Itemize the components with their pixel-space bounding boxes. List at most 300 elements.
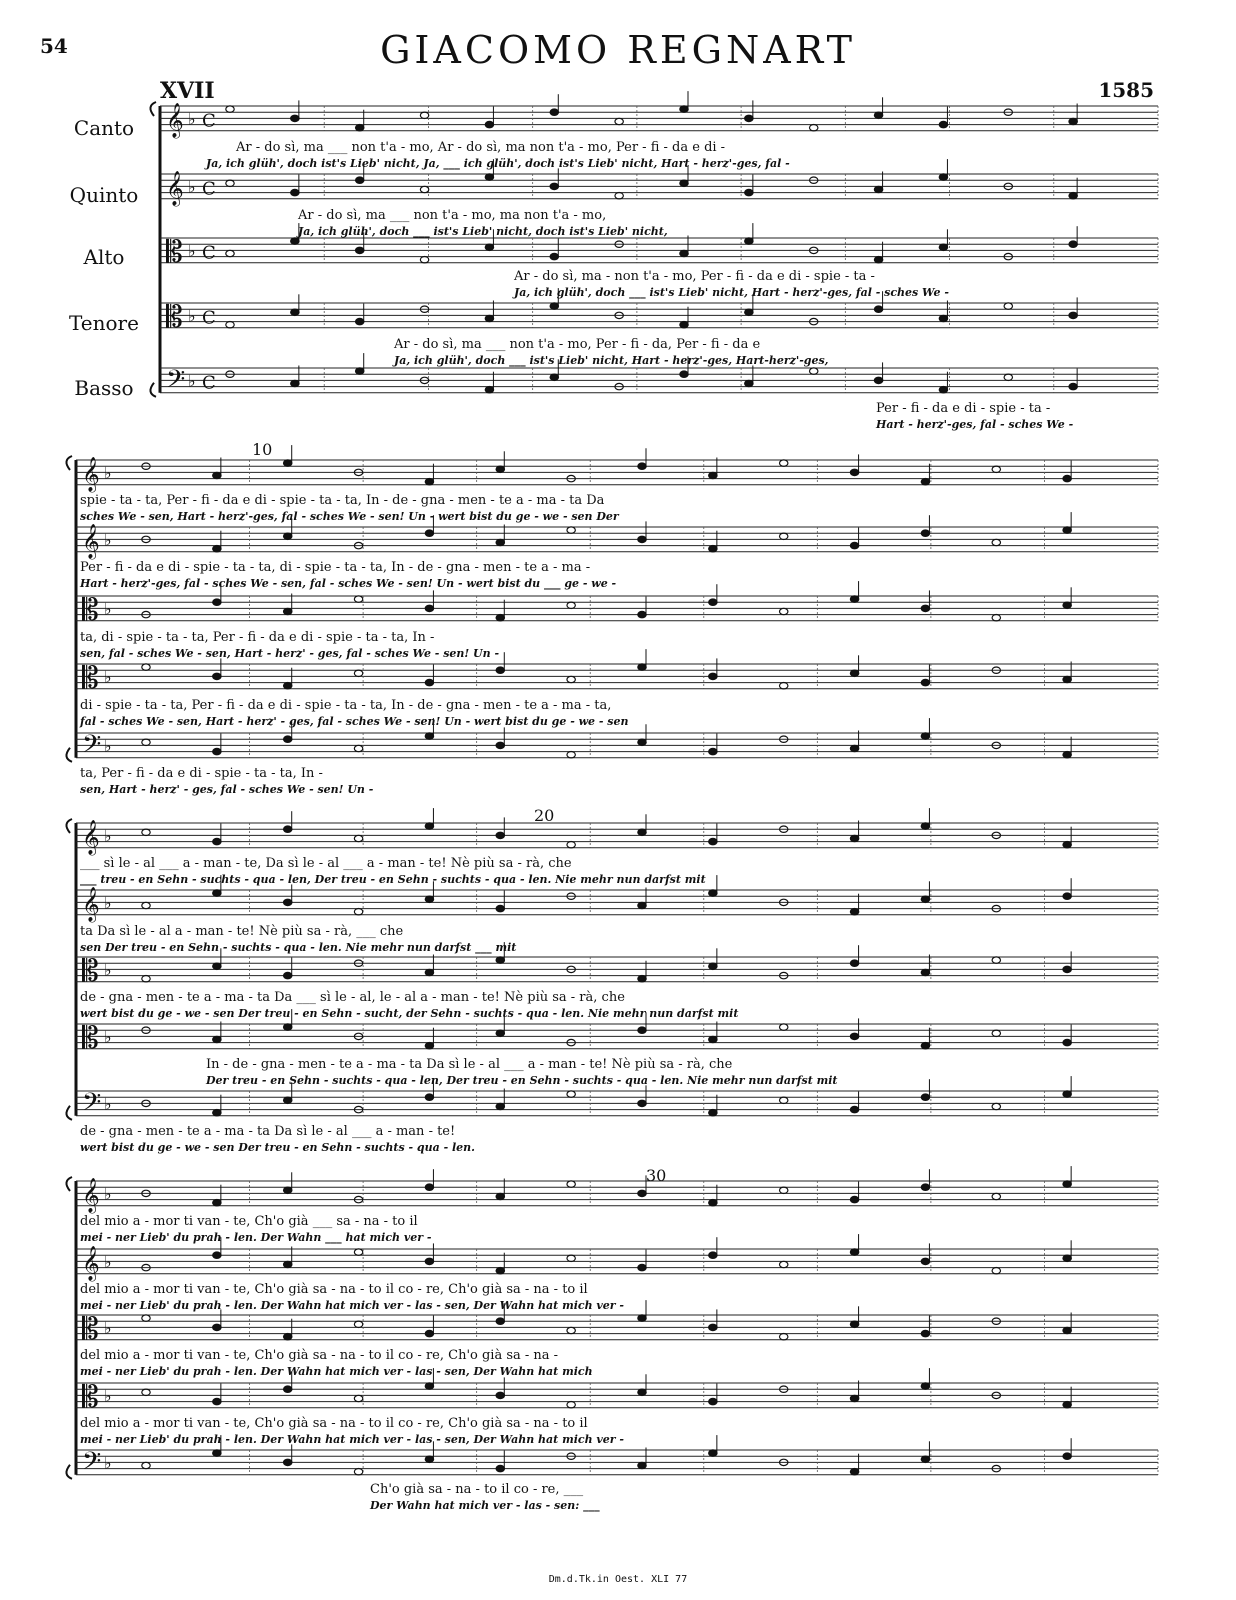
flat-icon: ♭ <box>104 667 112 687</box>
note-head <box>850 1321 858 1327</box>
note-head <box>638 1027 646 1033</box>
note-head <box>420 112 428 118</box>
note-head <box>921 1383 929 1389</box>
note-head <box>567 1255 575 1261</box>
flat-icon: ♭ <box>104 1386 112 1406</box>
lyric-tenore-it: Ar - do sì, ma ___ non t'a - mo, Per - fi - da, Per - fi - da e <box>394 337 761 352</box>
note-head <box>213 963 221 969</box>
note-head <box>939 315 947 321</box>
lyric-line <box>0 1141 1236 1159</box>
note-head <box>226 106 234 112</box>
note-head <box>550 253 558 259</box>
note-head <box>680 322 688 328</box>
lyric-quinto-de: Ja, ich glüh', doch ___ ist's Lieb' nicht, doch ist's Lieb' nicht, <box>298 225 668 238</box>
voice-label-alto: Alto <box>83 245 125 269</box>
lyric-alto-de: sen, fal - sches We - sen, Hart - herz' - ges, fal - sches We - sen! Un - <box>80 647 500 660</box>
system-brace <box>66 456 72 470</box>
voice-label-quinto: Quinto <box>69 183 139 207</box>
note-head <box>709 1324 717 1330</box>
note-head <box>213 1398 221 1404</box>
note-head <box>921 1094 929 1100</box>
lyric-line <box>0 941 1236 959</box>
note-head <box>921 733 929 739</box>
note-head <box>496 1318 504 1324</box>
note-head <box>354 670 362 676</box>
clef-icon: 𝄡 <box>166 234 183 270</box>
note-head <box>680 250 688 256</box>
note-head <box>567 1402 575 1408</box>
note-head <box>356 177 364 183</box>
note-head <box>1063 1181 1071 1187</box>
note-head <box>638 902 646 908</box>
note-head <box>496 615 504 621</box>
note-head <box>213 1110 221 1116</box>
note-head <box>284 1459 292 1465</box>
note-head <box>921 1258 929 1264</box>
note-head <box>1063 1327 1071 1333</box>
system-brace <box>150 102 156 116</box>
clef-icon: 𝄞 <box>82 456 100 492</box>
note-head <box>291 189 299 195</box>
note-head <box>291 380 299 386</box>
lyric-line <box>0 401 1236 419</box>
note-head <box>142 739 150 745</box>
note-head <box>850 1106 858 1112</box>
lyric-line <box>0 1416 1236 1434</box>
note-head <box>1063 676 1071 682</box>
lyric-line <box>0 924 1236 942</box>
clef-icon: 𝄞 <box>166 102 184 138</box>
note-head <box>356 247 364 253</box>
note-head <box>992 1103 1000 1109</box>
note-head <box>780 1334 788 1340</box>
note-head <box>638 1100 646 1106</box>
lyric-line <box>0 418 1236 436</box>
note-head <box>745 189 753 195</box>
note-head <box>921 896 929 902</box>
note-head <box>745 380 753 386</box>
note-head <box>638 739 646 745</box>
flat-icon: ♭ <box>104 1027 112 1047</box>
note-head <box>709 838 717 844</box>
lyric-canto-it: spie - ta - ta, Per - fi - da e di - spie - ta - ta, In - de - gna - men - te a - ma - ta Da <box>80 493 605 508</box>
note-head <box>638 1190 646 1196</box>
voice-label-basso: Basso <box>74 376 134 400</box>
clef-icon: 𝄡 <box>166 299 183 335</box>
note-head <box>638 829 646 835</box>
clef-icon: 𝄡 <box>82 1379 99 1415</box>
lyric-basso-de: sen, Hart - herz' - ges, fal - sches We - sen! Un - <box>80 783 374 796</box>
note-head <box>1063 966 1071 972</box>
lyric-tenore-de: fal - sches We - sen, Hart - herz' - ges, fal - sches We - sen! Un - wert bist du ge - we - sen <box>80 715 629 728</box>
lyric-canto-it: Ar - do sì, ma ___ non t'a - mo, Ar - do sì, ma non t'a - mo, Per - fi - da e di - <box>236 140 726 155</box>
lyric-basso-de: Hart - herz'-ges, fal - sches We - <box>876 418 1074 431</box>
note-head <box>425 823 433 829</box>
clef-icon: 𝄞 <box>82 1177 100 1213</box>
note-head <box>615 193 623 199</box>
note-head <box>874 112 882 118</box>
flat-icon: ♭ <box>104 893 112 913</box>
common-time-icon: C <box>202 372 216 394</box>
note-head <box>567 676 575 682</box>
note-head <box>850 1196 858 1202</box>
note-head <box>1063 1402 1071 1408</box>
note-head <box>550 183 558 189</box>
note-head <box>850 1395 858 1401</box>
lyric-line <box>0 225 1236 243</box>
clef-icon: 𝄡 <box>82 1311 99 1347</box>
clef-icon: 𝄞 <box>82 819 100 855</box>
note-head <box>425 1258 433 1264</box>
note-head <box>921 1184 929 1190</box>
lyric-quinto-it: Ar - do sì, ma ___ non t'a - mo, ma non t'a - mo, <box>298 208 607 223</box>
note-head <box>709 1200 717 1206</box>
system-brace <box>66 748 72 762</box>
note-head <box>496 466 504 472</box>
note-head <box>780 533 788 539</box>
note-head <box>1069 118 1077 124</box>
note-head <box>485 244 493 250</box>
common-time-icon: C <box>202 242 216 264</box>
note-head <box>1063 752 1071 758</box>
note-head <box>496 1193 504 1199</box>
note-head <box>425 969 433 975</box>
lyric-quinto-it: Per - fi - da e di - spie - ta - ta, di - spie - ta - ta, In - de - gna - men - te a - ma - <box>80 560 591 575</box>
lyric-quinto-de: sen Der treu - en Sehn - suchts - qua - len. Nie mehr nun darfst ___ mit <box>80 941 517 954</box>
note-head <box>213 748 221 754</box>
note-head <box>939 121 947 127</box>
note-head <box>356 318 364 324</box>
note-head <box>709 1252 717 1258</box>
note-head <box>921 1043 929 1049</box>
flat-icon: ♭ <box>104 1184 112 1204</box>
note-head <box>142 829 150 835</box>
note-head <box>745 115 753 121</box>
lyric-quinto-de: mei - ner Lieb' du prah - len. Der Wahn hat mich ver - las - sen, Der Wahn hat mich ver - <box>80 1299 624 1312</box>
flat-icon: ♭ <box>104 599 112 619</box>
note-head <box>354 1469 362 1475</box>
note-head <box>680 180 688 186</box>
note-head <box>354 1249 362 1255</box>
note-head <box>850 1249 858 1255</box>
lyric-line <box>0 208 1236 226</box>
note-head <box>226 250 234 256</box>
flat-icon: ♭ <box>188 306 196 326</box>
note-head <box>284 1334 292 1340</box>
note-head <box>425 896 433 902</box>
note-head <box>550 109 558 115</box>
lyric-line <box>0 337 1236 355</box>
note-head <box>213 1252 221 1258</box>
note-head <box>425 479 433 485</box>
note-head <box>1069 193 1077 199</box>
note-head <box>284 899 292 905</box>
note-head <box>284 972 292 978</box>
common-time-icon: C <box>202 110 216 132</box>
note-head <box>496 667 504 673</box>
note-head <box>356 125 364 131</box>
lyric-basso-de: wert bist du ge - we - sen Der treu - en Sehn - suchts - qua - len. <box>80 1141 475 1154</box>
note-head <box>992 1268 1000 1274</box>
system-brace <box>66 1465 72 1479</box>
note-head <box>850 835 858 841</box>
lyric-alto-it: ta, di - spie - ta - ta, Per - fi - da e di - spie - ta - ta, In - <box>80 630 435 645</box>
lyric-line <box>0 493 1236 511</box>
lyric-line <box>0 1299 1236 1317</box>
lyric-basso-it: ta, Per - fi - da e di - spie - ta - ta, In - <box>80 766 323 781</box>
lyric-tenore-de: Der treu - en Sehn - suchts - qua - len, Der treu - en Sehn - suchts - qua - len. Nie mehr nun darfst mit <box>206 1074 838 1087</box>
note-head <box>142 1462 150 1468</box>
note-head <box>284 1386 292 1392</box>
lyric-alto-it: Ar - do sì, ma - non t'a - mo, Per - fi - da e di - spie - ta - <box>514 269 875 284</box>
note-head <box>496 905 504 911</box>
clef-icon: 𝄞 <box>82 886 100 922</box>
note-head <box>284 683 292 689</box>
lyric-line <box>0 1214 1236 1232</box>
lyric-line <box>0 1499 1236 1517</box>
note-head <box>354 909 362 915</box>
note-head <box>425 1383 433 1389</box>
note-head <box>496 742 504 748</box>
voice-label-canto: Canto <box>73 116 135 140</box>
note-head <box>496 1030 504 1036</box>
note-head <box>354 596 362 602</box>
note-head <box>354 835 362 841</box>
clef-icon: 𝄡 <box>82 953 99 989</box>
note-head <box>213 1036 221 1042</box>
note-head <box>850 1469 858 1475</box>
note-head <box>780 1261 788 1267</box>
note-head <box>638 536 646 542</box>
note-head <box>567 1327 575 1333</box>
note-head <box>425 1094 433 1100</box>
note-head <box>1063 1255 1071 1261</box>
lyric-canto-it: ___ sì le - al ___ a - man - te, Da sì le - al ___ a - man - te! Nè più sa - rà, che <box>80 856 572 871</box>
lyric-line <box>0 1348 1236 1366</box>
clef-icon: 𝄢 <box>82 1087 102 1123</box>
clef-icon: 𝄢 <box>166 364 186 400</box>
flat-icon: ♭ <box>188 371 196 391</box>
note-head <box>709 673 717 679</box>
lyric-line <box>0 1433 1236 1451</box>
note-head <box>638 611 646 617</box>
note-head <box>284 1261 292 1267</box>
note-head <box>567 602 575 608</box>
note-head <box>850 670 858 676</box>
lyric-canto-it: del mio a - mor ti van - te, Ch'o già ___ sa - na - to il <box>80 1214 418 1229</box>
lyric-line <box>0 1231 1236 1249</box>
note-head <box>425 530 433 536</box>
lyric-line <box>0 286 1236 304</box>
lyric-line <box>0 510 1236 528</box>
note-head <box>284 460 292 466</box>
lyric-line <box>0 647 1236 665</box>
lyric-line <box>0 577 1236 595</box>
note-head <box>354 1395 362 1401</box>
voice-label-tenore: Tenore <box>69 311 139 335</box>
note-head <box>709 1036 717 1042</box>
note-head <box>709 963 717 969</box>
note-head <box>213 1200 221 1206</box>
flat-icon: ♭ <box>104 826 112 846</box>
note-head <box>142 976 150 982</box>
flat-icon: ♭ <box>188 109 196 129</box>
lyric-line <box>0 766 1236 784</box>
flat-icon: ♭ <box>104 530 112 550</box>
flat-icon: ♭ <box>104 1094 112 1114</box>
lyric-tenore-de: mei - ner Lieb' du prah - len. Der Wahn hat mich ver - las - sen, Der Wahn hat mich ver - <box>80 1433 624 1446</box>
note-head <box>1063 475 1071 481</box>
lyric-tenore-de: Ja, ich glüh', doch ___ ist's Lieb' nicht, Hart - herz'-ges, Hart-herz'-ges, <box>394 354 829 367</box>
common-time-icon: C <box>202 178 216 200</box>
note-head <box>638 1264 646 1270</box>
note-head <box>496 1268 504 1274</box>
lyric-canto-de: ___ treu - en Sehn - suchts - qua - len, Der treu - en Sehn - suchts - qua - len. Nie mehr nun darfst mit <box>80 873 706 886</box>
lyric-tenore-it: In - de - gna - men - te a - ma - ta Da sì le - al ___ a - man - te! Nè più sa - rà, che <box>206 1057 733 1072</box>
note-head <box>1063 893 1071 899</box>
note-head <box>638 1389 646 1395</box>
note-head <box>850 542 858 548</box>
page-number: 54 <box>40 34 68 58</box>
lyric-alto-it: de - gna - men - te a - ma - ta Da ___ sì le - al, le - al a - man - te! Nè più sa - rà, che <box>80 990 625 1005</box>
note-head <box>874 306 882 312</box>
year: 1585 <box>1098 78 1154 102</box>
note-head <box>709 748 717 754</box>
system-brace <box>66 819 72 833</box>
lyric-quinto-de: Hart - herz'-ges, fal - sches We - sen, fal - sches We - sen! Un - wert bist du ___ ge - we - <box>80 577 617 590</box>
note-head <box>284 736 292 742</box>
flat-icon: ♭ <box>188 177 196 197</box>
note-head <box>496 1465 504 1471</box>
lyric-line <box>0 783 1236 801</box>
lyric-line <box>0 1365 1236 1383</box>
note-head <box>425 679 433 685</box>
note-head <box>992 539 1000 545</box>
composer-title: GIACOMO REGNART <box>380 28 856 72</box>
note-head <box>780 1097 788 1103</box>
clef-icon: 𝄞 <box>166 170 184 206</box>
note-head <box>425 1456 433 1462</box>
note-head <box>550 374 558 380</box>
note-head <box>496 832 504 838</box>
lyric-alto-it: del mio a - mor ti van - te, Ch'o già sa - na - to il co - re, Ch'o già sa - na - <box>80 1348 559 1363</box>
note-head <box>638 976 646 982</box>
system-brace <box>66 1177 72 1191</box>
lyric-basso-it: Per - fi - da e di - spie - ta - <box>876 401 1051 416</box>
note-head <box>354 745 362 751</box>
note-head <box>850 960 858 966</box>
note-head <box>213 673 221 679</box>
lyric-line <box>0 715 1236 733</box>
note-head <box>921 605 929 611</box>
clef-icon: 𝄡 <box>82 1020 99 1056</box>
note-head <box>1069 312 1077 318</box>
note-head <box>780 683 788 689</box>
flat-icon: ♭ <box>104 1318 112 1338</box>
lyric-line <box>0 560 1236 578</box>
note-head <box>992 466 1000 472</box>
lyric-canto-de: sches We - sen, Hart - herz'-ges, fal - sches We - sen! Un - wert bist du ge - we - sen Der <box>80 510 619 523</box>
piece-number: XVII <box>160 78 215 104</box>
note-head <box>567 752 575 758</box>
note-head <box>485 315 493 321</box>
note-head <box>284 1187 292 1193</box>
note-head <box>921 1456 929 1462</box>
note-head <box>1069 383 1077 389</box>
note-head <box>780 1187 788 1193</box>
lyric-line <box>0 140 1236 158</box>
note-head <box>874 257 882 263</box>
lyric-line <box>0 1007 1236 1025</box>
note-head <box>810 125 818 131</box>
clef-icon: 𝄞 <box>82 1245 100 1281</box>
note-head <box>709 472 717 478</box>
note-head <box>745 309 753 315</box>
note-head <box>709 599 717 605</box>
flat-icon: ♭ <box>188 241 196 261</box>
note-head <box>850 909 858 915</box>
note-head <box>213 599 221 605</box>
clef-icon: 𝄢 <box>82 1446 102 1482</box>
note-head <box>921 679 929 685</box>
note-head <box>780 460 788 466</box>
flat-icon: ♭ <box>104 736 112 756</box>
lyric-line <box>0 1074 1236 1092</box>
note-head <box>567 842 575 848</box>
note-head <box>992 615 1000 621</box>
note-head <box>992 1030 1000 1036</box>
note-head <box>680 106 688 112</box>
lyric-line <box>0 990 1236 1008</box>
note-head <box>284 533 292 539</box>
note-head <box>921 479 929 485</box>
note-head <box>496 1392 504 1398</box>
note-head <box>709 1398 717 1404</box>
note-head <box>213 472 221 478</box>
measure-number-10: 10 <box>252 440 273 459</box>
note-head <box>992 1193 1000 1199</box>
note-head <box>142 1389 150 1395</box>
flat-icon: ♭ <box>104 1252 112 1272</box>
note-head <box>425 1043 433 1049</box>
lyric-canto-de: mei - ner Lieb' du prah - len. Der Wahn ___ hat mich ver - <box>80 1231 432 1244</box>
note-head <box>850 596 858 602</box>
lyric-alto-de: Ja, ich glüh', doch ___ ist's Lieb' nicht, Hart - herz'-ges, fal - sches We - <box>514 286 949 299</box>
lyric-alto-de: mei - ner Lieb' du prah - len. Der Wahn hat mich ver - las - sen, Der Wahn hat mich <box>80 1365 593 1378</box>
note-head <box>213 838 221 844</box>
lyric-line <box>0 157 1236 175</box>
note-head <box>213 1324 221 1330</box>
lyric-line <box>0 354 1236 372</box>
note-head <box>780 608 788 614</box>
note-head <box>939 244 947 250</box>
note-head <box>1063 1453 1071 1459</box>
footer-citation: Dm.d.Tk.in Oest. XLI 77 <box>548 1574 688 1585</box>
note-head <box>420 186 428 192</box>
note-head <box>1063 842 1071 848</box>
note-head <box>921 1330 929 1336</box>
note-head <box>425 605 433 611</box>
clef-icon: 𝄡 <box>82 592 99 628</box>
lyric-line <box>0 873 1236 891</box>
note-head <box>291 115 299 121</box>
note-head <box>496 539 504 545</box>
note-head <box>284 826 292 832</box>
lyric-tenore-it: del mio a - mor ti van - te, Ch'o già sa - na - to il co - re, Ch'o già sa - na - to il <box>80 1416 588 1431</box>
lyric-alto-de: wert bist du ge - we - sen Der treu - en Sehn - sucht, der Sehn - suchts - qua - len. Nie mehr nun darfst mit <box>80 1007 739 1020</box>
lyric-line <box>0 856 1236 874</box>
note-head <box>709 1110 717 1116</box>
